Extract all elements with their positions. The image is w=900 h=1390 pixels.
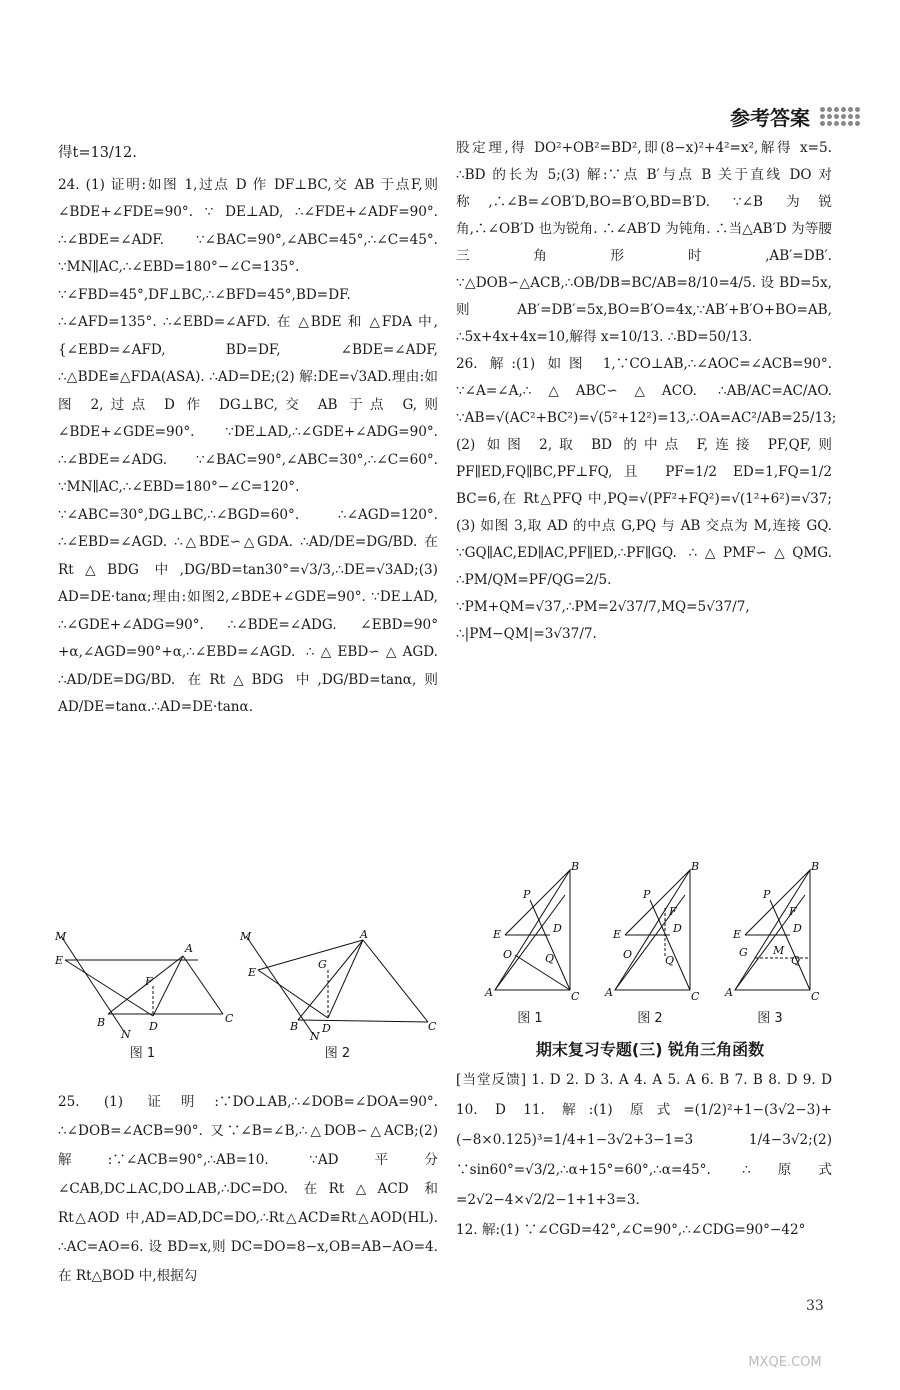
svg-text:E: E [247,966,256,979]
figure-1-right [475,860,585,1030]
svg-text:B: B [811,860,820,873]
geometry-figure [715,860,825,1005]
svg-text:C: C [811,990,820,1003]
figure-1-left [53,930,233,1070]
svg-text:M: M [54,930,66,943]
svg-text:A: A [359,930,368,941]
figure-caption: 图 3 [757,1011,783,1026]
svg-text:P: P [763,888,771,901]
answer-paragraph: 26. 解:(1) 如图 1,∵CO⊥AB,∴∠AOC=∠ACB=90°. ∵∠A=∠A,∴△ABC∽△ACO. ∴AB/AC=AC/AO. ∵AB=√(AC²+BC²)=√(5²+12²)=13,∴OA=AC²/AB=25/13;(2) 如图 2,取 BD 的中点 F,连接 PF,QF,则 PF∥ED,FQ∥BC,PF⊥FQ,且 PF=1/2 ED=1,FQ=1/2 BC=6,在 Rt△PFQ 中,PQ=√(PF²+FQ²)=√(1²+6²)=√37;(3) 如图 3,取 AD 的中点 G,PQ 与 AB 交点为 M,连接 GQ. ∵GQ∥AC,ED∥AC,PF∥ED,∴PF∥GQ. ∴△PMF∽△QMG. ∴PM/QM=PF/QG=2/5. ∵PM+QM=√37,∴PM=2√37/7,MQ=5√37/7, ∴|PM−QM|=3√37/7. [456,356,837,642]
answer-paragraph: 股定理,得 DO²+OB²=BD²,即(8−x)²+4²=x²,解得 x=5. ∴BD 的长为 5;(3) 解:∵点 B′与点 B 关于直线 DO 对称,∴∠B=∠OB′D,BO=B′O,BD=B′D. ∵∠B 为锐角,∴∠OB′D 也为锐角. ∴∠AB′D 为钝角. ∴当△AB′D 为等腰三角形时,AB′=DB′. ∵△DOB∽△ACB,∴OB/DB=BC/AB=8/10=4/5. 设 BD=5x,则 AB′=DB′=5x,BO=B′O=4x,∵AB′+B′O+BO=AB, ∴5x+4x+4x=10,解得 x=10/13. ∴BD=50/13. [456,140,832,345]
answer-paragraph: [当堂反馈] 1. D 2. D 3. A 4. A 5. A 6. B 7. B 8. D 9. D 10. D 11. 解:(1) 原式=(1/2)²+1−(3√2−3)+(−8×0.125)³=1/4+1−3√2+3−1=3 1/4−3√2;(2) ∵sin60°=√3/2,∴α+15°=60°,∴α=45°. ∴原式=2√2−4×√2/2−1+1+3=3. [456,1072,832,1208]
svg-text:E: E [493,928,502,941]
svg-text:C: C [691,990,700,1003]
svg-text:A: A [485,986,493,999]
svg-text:D: D [553,922,562,935]
svg-text:C: C [427,1020,436,1033]
figure-caption: 图 1 [517,1011,543,1026]
svg-text:B: B [691,860,700,873]
figures-right [470,860,830,1030]
svg-text:E: E [613,928,622,941]
svg-text:C: C [224,1012,233,1025]
svg-text:Q: Q [545,952,555,965]
figure-2-right [595,860,705,1030]
svg-text:F: F [789,905,797,918]
geometry-figure [238,930,438,1040]
svg-text:Q: Q [665,954,675,967]
section-title: 期末复习专题(三) 锐角三角函数 [535,1040,765,1059]
svg-text:A: A [605,986,613,999]
page-number: 33 [806,1298,824,1314]
svg-text:A: A [725,986,733,999]
left-column-lower-text [58,1088,438,1291]
figure-2-left [238,930,438,1070]
watermark-logo: MXQE.COM [748,1355,822,1370]
left-column-text [58,135,438,722]
header-dots-decoration [820,107,860,126]
svg-text:D: D [673,922,682,935]
svg-text:M: M [239,930,251,943]
svg-text:O: O [623,948,633,961]
figure-caption: 图 1 [129,1046,156,1061]
svg-text:E: E [733,928,742,941]
svg-text:D: D [148,1020,158,1033]
svg-text:M: M [773,944,785,957]
svg-text:N: N [120,1028,131,1040]
svg-text:D: D [793,922,802,935]
svg-text:G: G [317,958,327,971]
geometry-figure [595,860,705,1005]
svg-text:Q: Q [791,954,801,967]
figure-caption: 图 2 [324,1046,351,1061]
svg-text:G: G [739,946,748,959]
geometry-figure [475,860,585,1005]
svg-text:P: P [523,888,531,901]
svg-text:B: B [96,1016,105,1029]
figures-left [50,930,440,1070]
answer-paragraph: 24. (1) 证明:如图 1,过点 D 作 DF⊥BC,交 AB 于点F,则∠BDE+∠FDE=90°. ∵ DE⊥AD, ∴∠FDE+∠ADF=90°. ∴∠BDE=∠ADF. ∵∠BAC=90°,∠ABC=45°,∴∠C=45°. ∵MN∥AC,∴∠EBD=180°−∠C=135°. ∵∠FBD=45°,DF⊥BC,∴∠BFD=45°,BD=DF. ∴∠AFD=135°. ∴∠EBD=∠AFD. 在 △BDE 和 △FDA 中, {∠EBD=∠AFD, BD=DF, ∠BDE=∠ADF, ∴△BDE≌△FDA(ASA). ∴AD=DE;(2) 解:DE=√3AD.理由:如图 2,过点 D 作 DG⊥BC,交 AB 于点 G,则∠BDE+∠GDE=90°. ∵DE⊥AD,∴∠GDE+∠ADG=90°. ∴∠BDE=∠ADG. ∵∠BAC=90°,∠ABC=30°,∴∠C=60°. ∵MN∥AC,∴∠EBD=180°−∠C=120°. ∵∠ABC=30°,DG⊥BC,∴∠BGD=60°. ∴∠AGD=120°. ∴∠EBD=∠AGD. ∴△BDE∽△GDA. ∴AD/DE=DG/BD. 在Rt△BDG 中,DG/BD=tan30°=√3/3,∴DE=√3AD;(3) AD=DE·tanα;理由:如图2,∠BDE+∠GDE=90°. ∵DE⊥AD, ∴∠GDE+∠ADG=90°. ∴∠BDE=∠ADG. ∠EBD=90°+α,∠AGD=90°+α,∴∠EBD=∠AGD. ∴△EBD∽△AGD. ∴AD/DE=DG/BD. 在Rt△BDG 中,DG/BD=tanα,则AD/DE=tanα.∴AD=DE·tanα. [58,176,438,715]
svg-text:C: C [571,990,580,1003]
svg-text:O: O [503,948,513,961]
svg-text:F: F [669,905,677,918]
svg-text:N: N [309,1030,320,1040]
svg-text:D: D [321,1022,331,1035]
header-title: 参考答案 [730,105,810,130]
svg-text:P: P [643,888,651,901]
svg-text:E: E [54,954,63,967]
svg-text:F: F [144,975,153,988]
figure-3-right [715,860,825,1030]
svg-text:B: B [571,860,580,873]
answer-paragraph: 25. (1) 证明:∵DO⊥AB,∴∠DOB=∠DOA=90°. ∴∠DOB=∠ACB=90°. 又∵∠B=∠B,∴△DOB∽△ACB;(2) 解:∵∠ACB=90°,∴AB=10. ∵AD平分∠CAB,DC⊥AC,DO⊥AB,∴DC=DO. 在Rt△ACD 和Rt△AOD 中,AD=AD,DC=DO,∴Rt△ACD≌Rt△AOD(HL). ∴AC=AO=6. 设 BD=x,则 DC=DO=8−x,OB=AB−AO=4. 在 Rt△BOD 中,根据勾 [58,1094,438,1284]
svg-text:B: B [289,1020,298,1033]
geometry-figure [53,930,233,1040]
answer-paragraph: 得t=13/12. [58,145,137,161]
right-column-lower-text [456,1065,832,1245]
svg-text:A: A [184,942,193,955]
page-header [730,96,860,136]
figure-caption: 图 2 [637,1011,663,1026]
right-column-text [456,135,837,648]
answer-paragraph: 12. 解:(1) ∵∠CGD=42°,∠C=90°,∴∠CDG=90°−42° [456,1222,806,1238]
